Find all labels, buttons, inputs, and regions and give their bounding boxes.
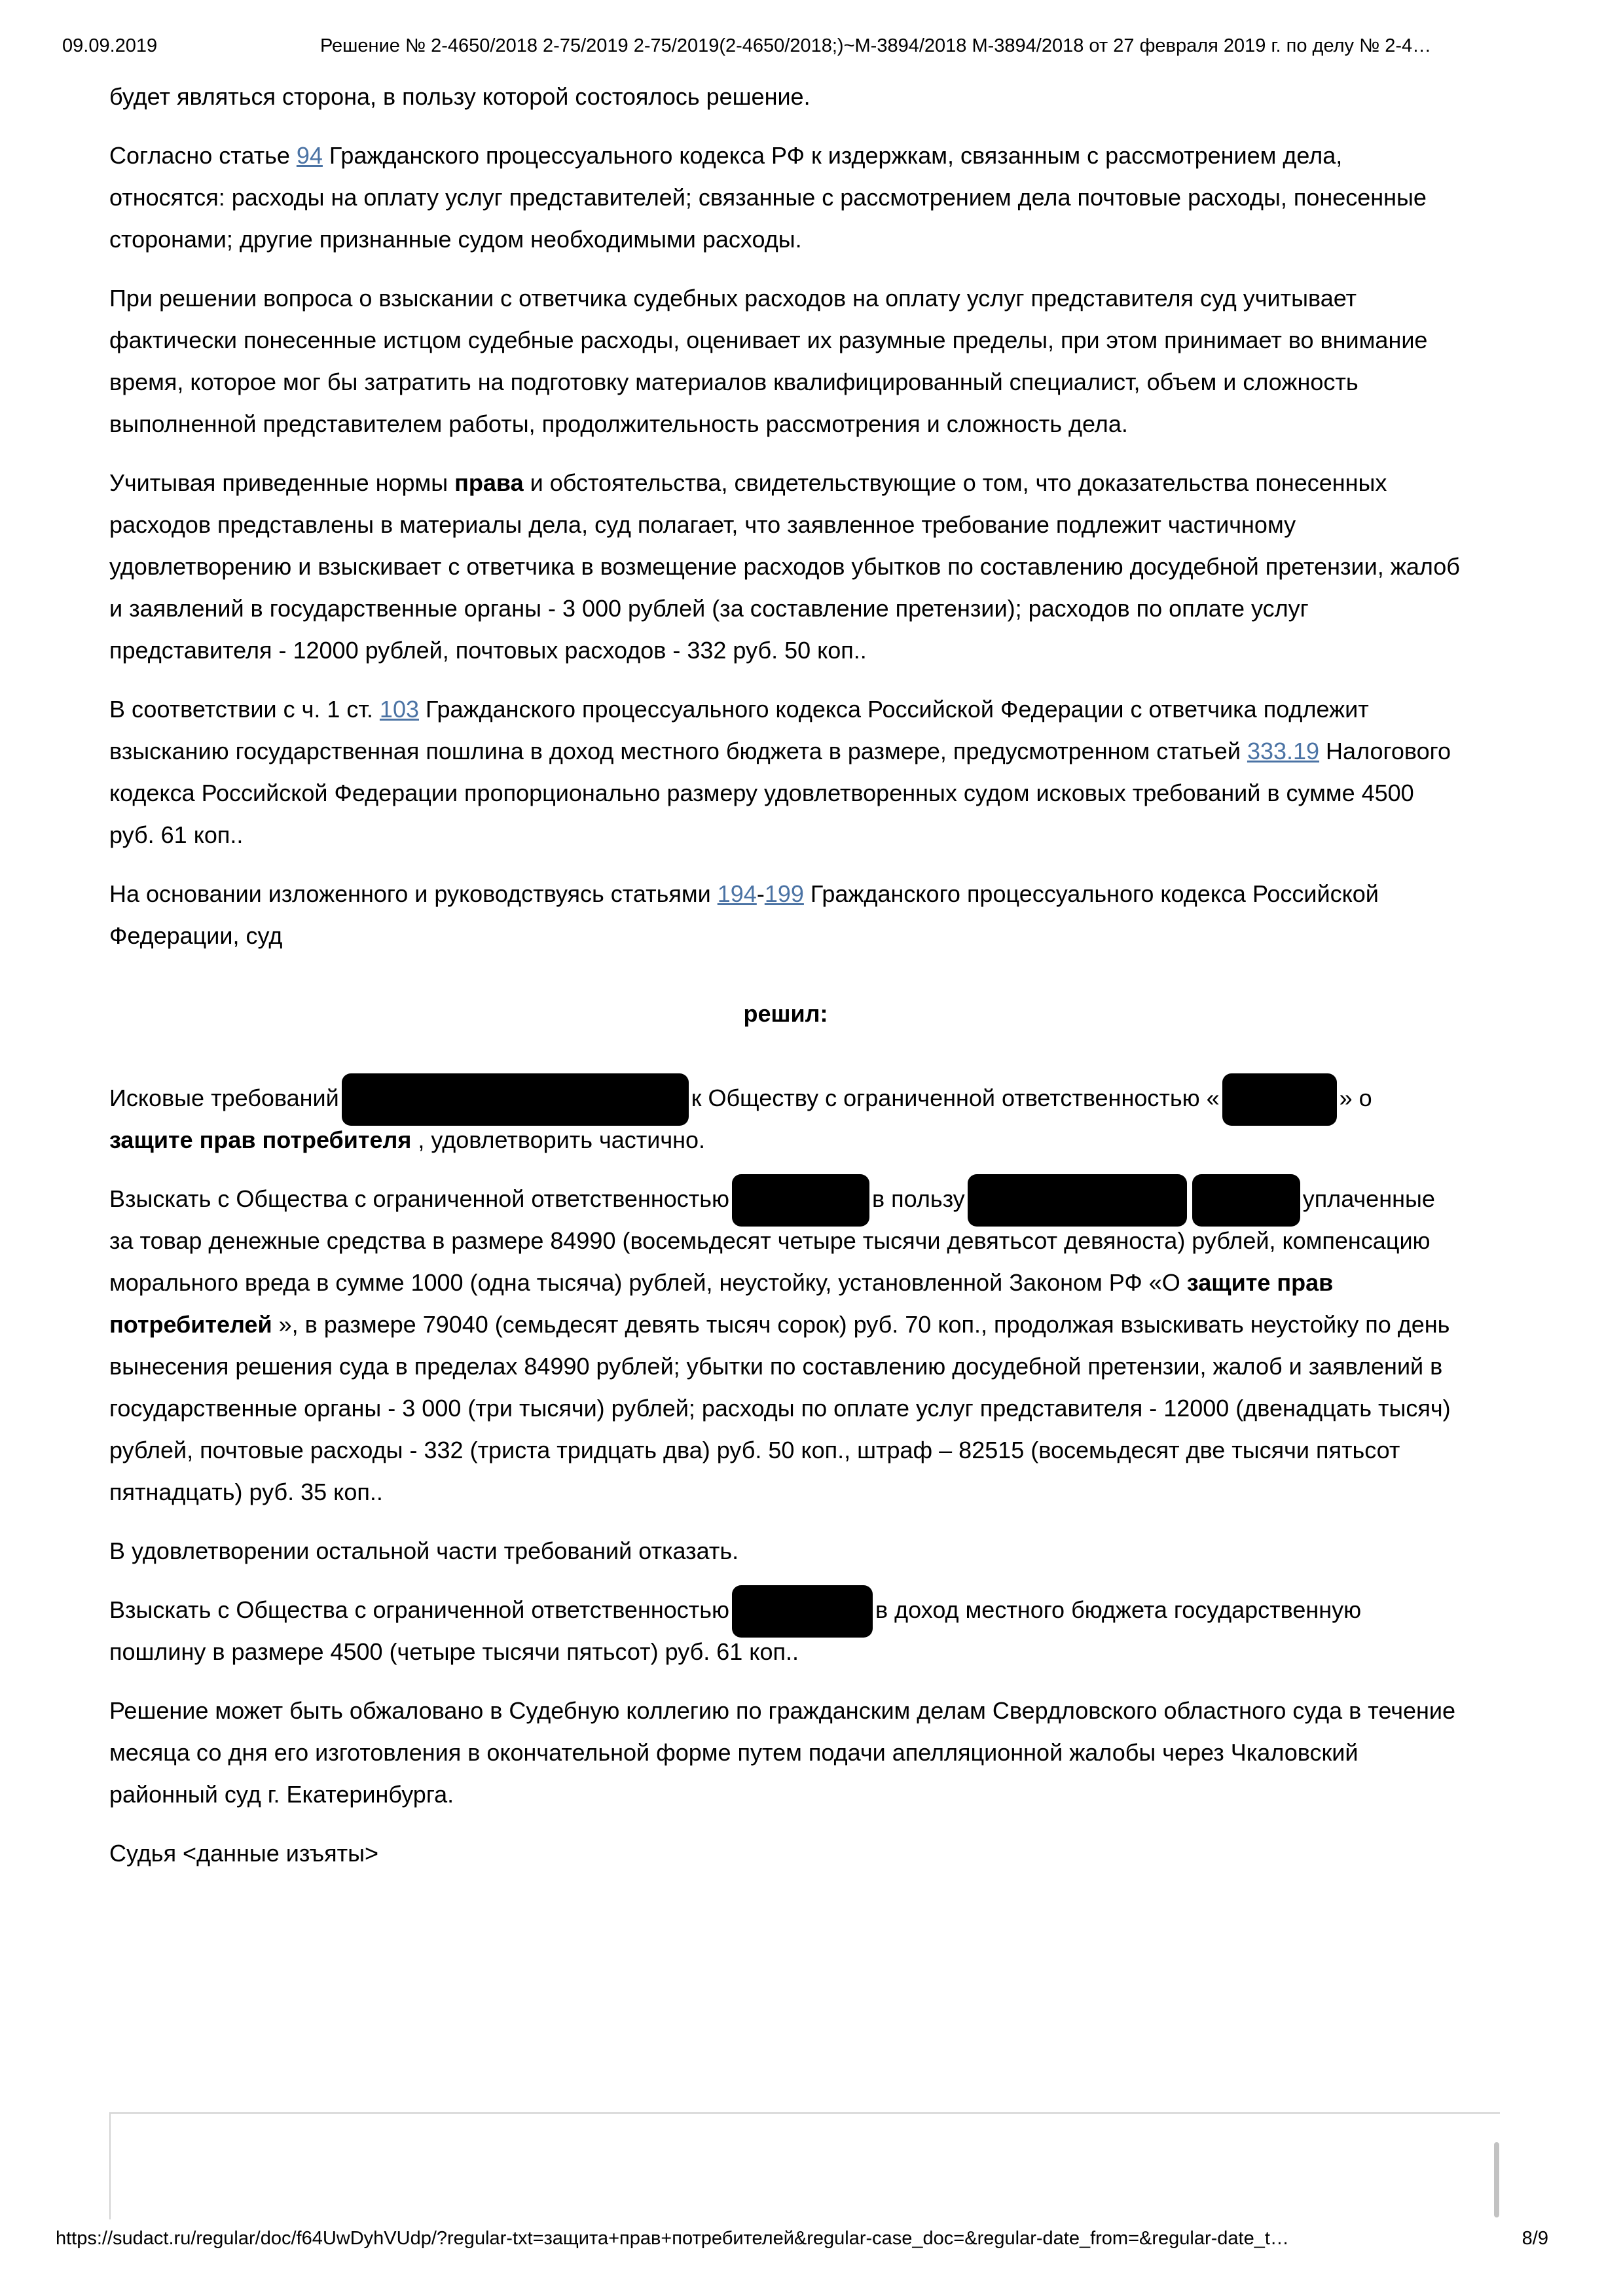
text-run: В удовлетворении остальной части требований отказать. (109, 1537, 739, 1564)
text-run: Налогового кодекса Российской Федерации пропорционально размеру удовлетворенных судом исковых требований в сумме 4500 руб. 61 коп.. (109, 738, 1451, 848)
text-run: Гражданского процессуального кодекса РФ к издержкам, связанным с рассмотрением дела, относятся: расходы на оплату услуг представителей; связанные с рассмотрением дела почтовые расходы, понесенные сторонами; другие признанные судом необходимыми расходы. (109, 142, 1427, 253)
article-link[interactable]: 103 (379, 696, 419, 723)
scrollbar-thumb[interactable] (1494, 2142, 1499, 2217)
text-run: защите прав потребителей (109, 1269, 1334, 1338)
redaction-bar (1222, 1073, 1337, 1126)
paragraph (109, 462, 1462, 672)
paragraph (109, 135, 1462, 260)
redaction-bar (342, 1073, 689, 1126)
text-run: Исковые требований (109, 1085, 339, 1111)
text-run: Взыскать с Общества с ограниченной ответственностью (109, 1596, 729, 1623)
source-url: https://sudact.ru/regular/doc/f64UwDyhVUdp/?regular-txt=защита+прав+потребителей&regular-case_doc=&regular-date_from=&regular-date_t… (56, 2228, 1289, 2249)
paragraph (109, 1833, 1462, 1874)
decision-text (109, 76, 1462, 1892)
paragraph (109, 1690, 1462, 1816)
decision-heading (109, 993, 1462, 1035)
document-title: Решение № 2-4650/2018 2-75/2019 2-75/2019(2-4650/2018;)~М-3894/2018 М-3894/2018 от 27 февраля 2019 г. по делу № 2-4… (319, 35, 1432, 56)
article-link[interactable]: 94 (296, 142, 323, 169)
redaction-bar (1192, 1174, 1300, 1227)
text-run: Гражданского процессуального кодекса Российской Федерации с ответчика подлежит взысканию государственная пошлина в доход местного бюджета в размере, предусмотренном статьей (109, 696, 1369, 764)
text-run: Гражданского процессуального кодекса Российской Федерации, суд (109, 880, 1379, 949)
print-footer (56, 2227, 1548, 2250)
paragraph (109, 278, 1462, 445)
text-run: к Обществу с ограниченной ответственностью « (691, 1085, 1220, 1111)
article-link[interactable]: 199 (764, 880, 804, 907)
text-run: , удовлетворить частично. (411, 1126, 706, 1153)
paragraph (109, 76, 1462, 118)
paragraph (109, 1178, 1462, 1513)
text-run: В соответствии с ч. 1 ст. (109, 696, 380, 723)
text-run: решил: (743, 1000, 828, 1027)
redaction-bar (732, 1585, 873, 1638)
text-run: уплаченные за товар денежные средства в размере 84990 (восемьдесят четыре тысячи девятьсот девяноста) рублей, компенсацию морального вреда в сумме 1000 (одна тысяча) рублей, неустойку, установленной Законом РФ «О (109, 1185, 1435, 1296)
article-link[interactable]: 333.19 (1247, 738, 1320, 764)
text-run: На основании изложенного и руководствуясь статьями (109, 880, 718, 907)
text-run: в доход местного бюджета государственную пошлину в размере 4500 (четыре тысячи пятьсот) руб. 61 коп.. (109, 1596, 1362, 1665)
paragraph (109, 1589, 1462, 1673)
paragraph (109, 873, 1462, 957)
article-link[interactable]: 194 (717, 880, 757, 907)
text-run: », в размере 79040 (семьдесят девять тысяч сорок) руб. 70 коп., продолжая взыскивать неустойку по день вынесения решения суда в пределах 84990 рублей; убытки по составлению досудебной претензии, жалоб и заявлений в государственные органы - 3 000 (три тысячи) рублей; расходы по оплате услуг представителя - 12000 (двенадцать тысяч) рублей, почтовые расходы - 332 (триста тридцать два) руб. 50 коп., штраф – 82515 (восемьдесят две тысячи пятьсот пятнадцать) руб. 35 коп.. (109, 1311, 1451, 1505)
page-indicator: 8/9 (1522, 2228, 1548, 2249)
text-run: Судья <данные изъяты> (109, 1840, 378, 1867)
text-run: Взыскать с Общества с ограниченной ответственностью (109, 1185, 729, 1212)
paragraph (109, 689, 1462, 856)
text-run: Учитывая приведенные нормы (109, 469, 455, 496)
text-run: в пользу (871, 1185, 965, 1212)
redaction-bar (968, 1174, 1187, 1227)
text-run: - (756, 880, 765, 907)
print-date: 09.09.2019 (62, 35, 158, 56)
embedded-frame (109, 2112, 1500, 2219)
text-run: При решении вопроса о взыскании с ответчика судебных расходов на оплату услуг представителя суд учитывает фактически понесенные истцом судебные расходы, оценивает их разумные пределы, при этом принимает во внимание время, которое мог бы затратить на подготовку материалов квалифицированный специалист, объем и сложность выполненной представителем работы, продолжительность рассмотрения и сложность дела. (109, 285, 1428, 437)
text-run: » о (1339, 1085, 1372, 1111)
paragraph (109, 1077, 1462, 1161)
paragraph (109, 1530, 1462, 1572)
text-run: Согласно статье (109, 142, 297, 169)
redaction-bar (732, 1174, 869, 1227)
text-run: Решение может быть обжаловано в Судебную коллегию по гражданским делам Свердловского областного суда в течение месяца со дня его изготовления в окончательной форме путем подачи апелляционной жалобы через Чкаловский районный суд г. Екатеринбурга. (109, 1697, 1456, 1808)
text-run: и обстоятельства, свидетельствующие о том, что доказательства понесенных расходов представлены в материалы дела, суд полагает, что заявленное требование подлежит частичному удовлетворению и взыскивает с ответчика в возмещение расходов убытков по составлению досудебной претензии, жалоб и заявлений в государственные органы - 3 000 рублей (за составление претензии); расходов по оплате услуг представителя - 12000 рублей, почтовых расходов - 332 руб. 50 коп.. (109, 469, 1460, 664)
text-run: защите прав потребителя (109, 1126, 412, 1153)
text-run: права (454, 469, 524, 496)
print-header (62, 34, 1568, 58)
text-run: будет являться сторона, в пользу которой состоялось решение. (109, 83, 811, 110)
